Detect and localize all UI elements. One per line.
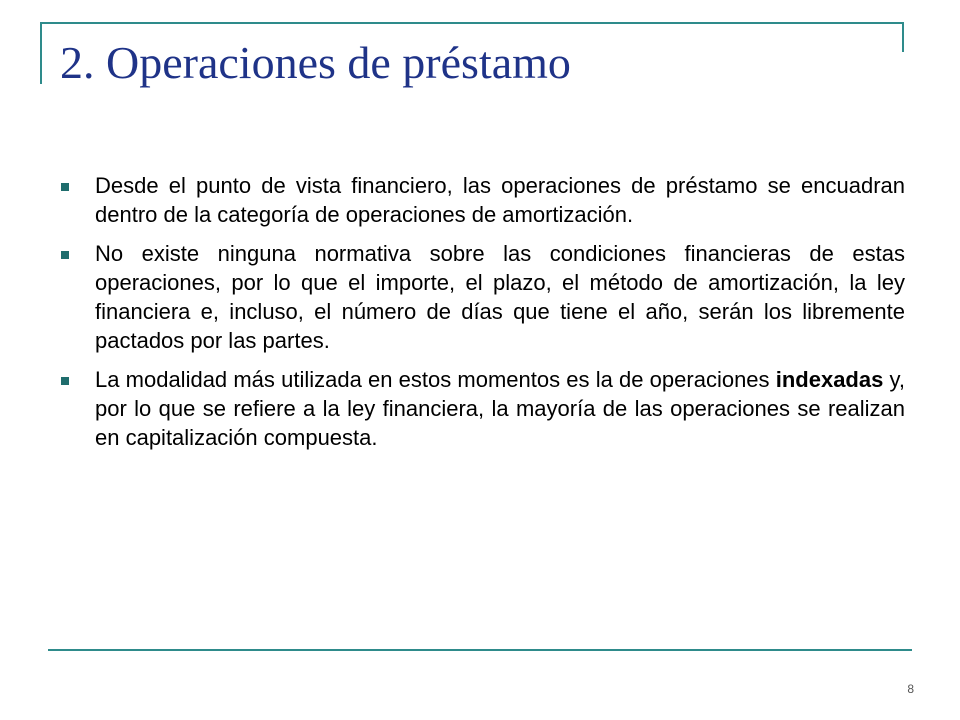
bullet-text-1: Desde el punto de vista financiero, las operaciones de préstamo se encuadran dentro de la categoría de operaciones de amortización. xyxy=(95,173,905,227)
bullet-item-2 xyxy=(60,239,905,355)
square-bullet-icon xyxy=(61,377,69,385)
right-frame-line xyxy=(902,22,904,52)
bullet-list xyxy=(60,171,905,462)
footer-line xyxy=(48,649,912,651)
bullet-text-2: No existe ninguna normativa sobre las condiciones financieras de estas operaciones, por lo que el importe, el plazo, el método de amortización, la ley financiera e, incluso, el número de días que tiene el año, serán los libremente pactados por las partes. xyxy=(95,241,905,353)
bold-term: indexadas xyxy=(775,367,884,392)
square-bullet-icon xyxy=(61,183,69,191)
square-bullet-icon xyxy=(61,251,69,259)
bullet-text-3: La modalidad más utilizada en estos momentos es la de operaciones indexadas y, por lo que se refiere a la ley financiera, la mayoría de las operaciones se realizan en capitalización compuesta. xyxy=(95,367,906,450)
slide-title: 2. Operaciones de préstamo xyxy=(60,37,571,88)
top-frame-line xyxy=(40,22,904,24)
page-number: 8 xyxy=(907,682,914,696)
bullet-item-1 xyxy=(60,171,905,229)
bullet-item-3 xyxy=(60,365,905,452)
left-frame-line xyxy=(40,22,42,84)
